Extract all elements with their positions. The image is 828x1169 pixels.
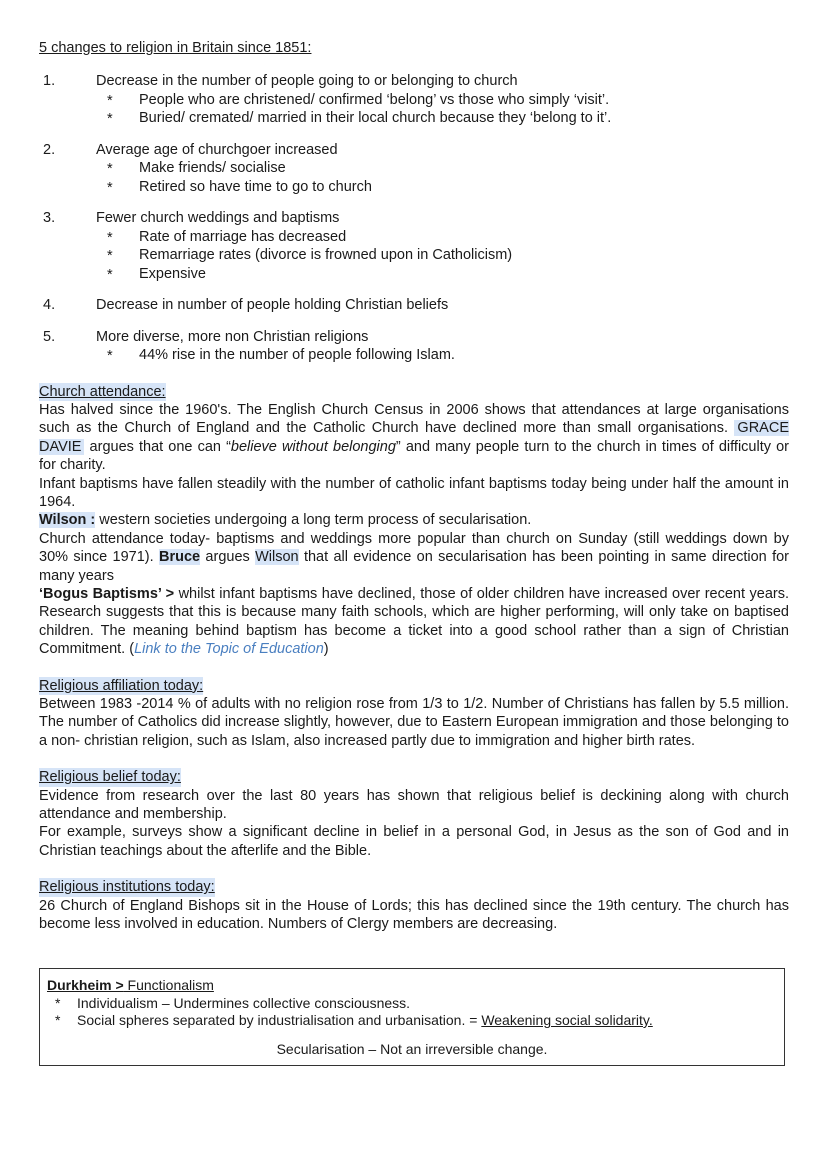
changes-list	[39, 72, 789, 365]
box-bullet	[55, 995, 777, 1013]
functionalism-label: Functionalism	[123, 977, 214, 993]
text-run: whilst infant baptisms have declined, those of older children have increased over recent years. Research suggests that this is because many faith schools, which are higher performing, will only take on baptised children. The meaning behind baptism has become a ticket into a good school rather than a sign of Christian Commitment. (	[39, 585, 789, 658]
bullet-star-icon: *	[107, 111, 113, 127]
bullet-star-icon: *	[107, 229, 113, 246]
item-text: Decrease in the number of people going to or belonging to church	[96, 73, 518, 89]
bullet-text: Rate of marriage has decreased	[139, 228, 347, 245]
sub-bullet	[107, 246, 789, 265]
durkheim-summary-box	[39, 968, 785, 1066]
quote-text: believe without belonging	[230, 438, 396, 455]
paragraph: Between 1983 -2014 % of adults with no religion rose from 1/3 to 1/2. Number of Christians has fallen by 5.5 million. The number of Catholics did increase slightly, however, due to Eastern European immigration and those belonging to a non- christian religion, such as Islam, also increased partly due to immigration and higher birth rates.	[39, 696, 789, 749]
bullet-text: Expensive	[139, 265, 206, 282]
highlight-davie: GRACE DAVIE	[39, 420, 789, 455]
bullet-star-icon: *	[107, 348, 113, 364]
text-run: ” and many people turn to the church in times of difficulty or for charity.	[39, 438, 789, 474]
section-heading: Religious belief today:	[39, 769, 181, 786]
paragraph	[39, 585, 789, 659]
sub-bullet	[107, 346, 789, 365]
religious-institutions-section	[39, 878, 789, 933]
paragraph	[39, 401, 789, 475]
bullet-star-icon: *	[55, 994, 61, 1011]
item-number: 4.	[43, 297, 56, 313]
item-number: 3.	[43, 210, 56, 226]
text-run: )	[323, 641, 329, 658]
item-text: Fewer church weddings and baptisms	[96, 210, 340, 226]
box-heading	[47, 977, 777, 995]
box-bullet	[55, 1012, 777, 1030]
paragraph	[39, 530, 789, 585]
text-run: that all evidence on secularisation has been pointing in same direction for many years	[39, 549, 789, 584]
text-run: Church attendance today- baptisms and weddings more popular than church on Sunday (still weddings down by 30% since 1971).	[39, 530, 789, 566]
list-item	[39, 209, 789, 283]
box-footer: Secularisation – Not an irreversible change.	[276, 1040, 548, 1057]
bullet-star-icon: *	[55, 1012, 61, 1028]
religious-belief-section	[39, 768, 789, 860]
bullet-text: Retired so have time to go to church	[139, 178, 372, 195]
item-text: Average age of churchgoer increased	[96, 141, 338, 158]
highlight-wilson-inline: Wilson	[255, 549, 299, 566]
bullet-text: 44% rise in the number of people following Islam.	[139, 347, 455, 363]
section-heading: Church attendance:	[39, 383, 166, 400]
durkheim-label: Durkheim >	[47, 977, 124, 993]
religious-affiliation-section	[39, 677, 789, 751]
church-attendance-section	[39, 383, 789, 659]
list-item	[39, 72, 789, 128]
section-heading: Religious affiliation today:	[39, 677, 204, 694]
paragraph	[39, 511, 789, 529]
bullet-text: Social spheres separated by industrialisation and urbanisation. =	[77, 1012, 482, 1028]
item-number: 5.	[43, 328, 56, 345]
highlight-wilson: Wilson :	[39, 512, 96, 529]
paragraph: Evidence from research over the last 80 years has shown that religious belief is deckining along with church attendance and membership.	[39, 787, 789, 823]
text-run: argues that one can “	[84, 438, 231, 455]
bullet-text: Remarriage rates (divorce is frowned upon in Catholicism)	[139, 247, 513, 263]
document-page	[39, 38, 789, 933]
bullet-text: People who are christened/ confirmed ‘belong’ vs those who simply ‘visit’.	[139, 91, 610, 108]
sub-bullet	[107, 91, 789, 110]
text-run: argues	[200, 549, 256, 566]
sub-bullet	[107, 178, 789, 197]
text-run: western societies undergoing a long term process of secularisation.	[95, 512, 532, 529]
item-number: 2.	[43, 141, 56, 158]
education-topic-link[interactable]: Link to the Topic of Education	[134, 641, 324, 658]
bullet-star-icon: *	[107, 179, 113, 196]
sub-bullet	[107, 109, 789, 128]
bullet-star-icon: *	[107, 161, 113, 177]
highlight-bruce: Bruce	[158, 549, 201, 566]
sub-bullet	[107, 159, 789, 178]
bullet-text: Buried/ cremated/ married in their local church because they ‘belong to it’.	[139, 110, 612, 126]
bullet-text: Individualism – Undermines collective consciousness.	[77, 994, 411, 1011]
bullet-text: Make friends/ socialise	[139, 160, 286, 176]
bogus-baptisms-label: ‘Bogus Baptisms’ >	[39, 585, 175, 602]
bullet-star-icon: *	[107, 266, 113, 283]
sub-bullet	[107, 228, 789, 247]
bullet-star-icon: *	[107, 248, 113, 264]
item-number: 1.	[43, 73, 56, 89]
list-item	[39, 141, 789, 197]
list-item	[39, 296, 789, 315]
paragraph: 26 Church of England Bishops sit in the House of Lords; this has declined since the 19th century. The church has become less involved in education. Numbers of Clergy members are decreasing.	[39, 897, 789, 933]
item-text: More diverse, more non Christian religions	[96, 328, 369, 345]
weakening-solidarity-text: Weakening social solidarity.	[481, 1012, 653, 1028]
sub-bullet	[107, 265, 789, 284]
text-run: Has halved since the 1960's. The English Church Census in 2006 shows that attendances at large organisations such as the Church of England and the Catholic Church have declined more than small organisations.	[39, 401, 789, 437]
paragraph: Infant baptisms have fallen steadily with the number of catholic infant baptisms today being under half the amount in 1964.	[39, 475, 789, 510]
page-title: 5 changes to religion in Britain since 1851:	[39, 40, 312, 56]
bullet-star-icon: *	[107, 92, 113, 109]
paragraph: For example, surveys show a significant decline in belief in a personal God, in Jesus as the son of God and in Christian teachings about the afterlife and the Bible.	[39, 824, 789, 859]
list-item	[39, 328, 789, 365]
item-text: Decrease in number of people holding Christian beliefs	[96, 297, 449, 313]
section-heading: Religious institutions today:	[39, 879, 215, 896]
